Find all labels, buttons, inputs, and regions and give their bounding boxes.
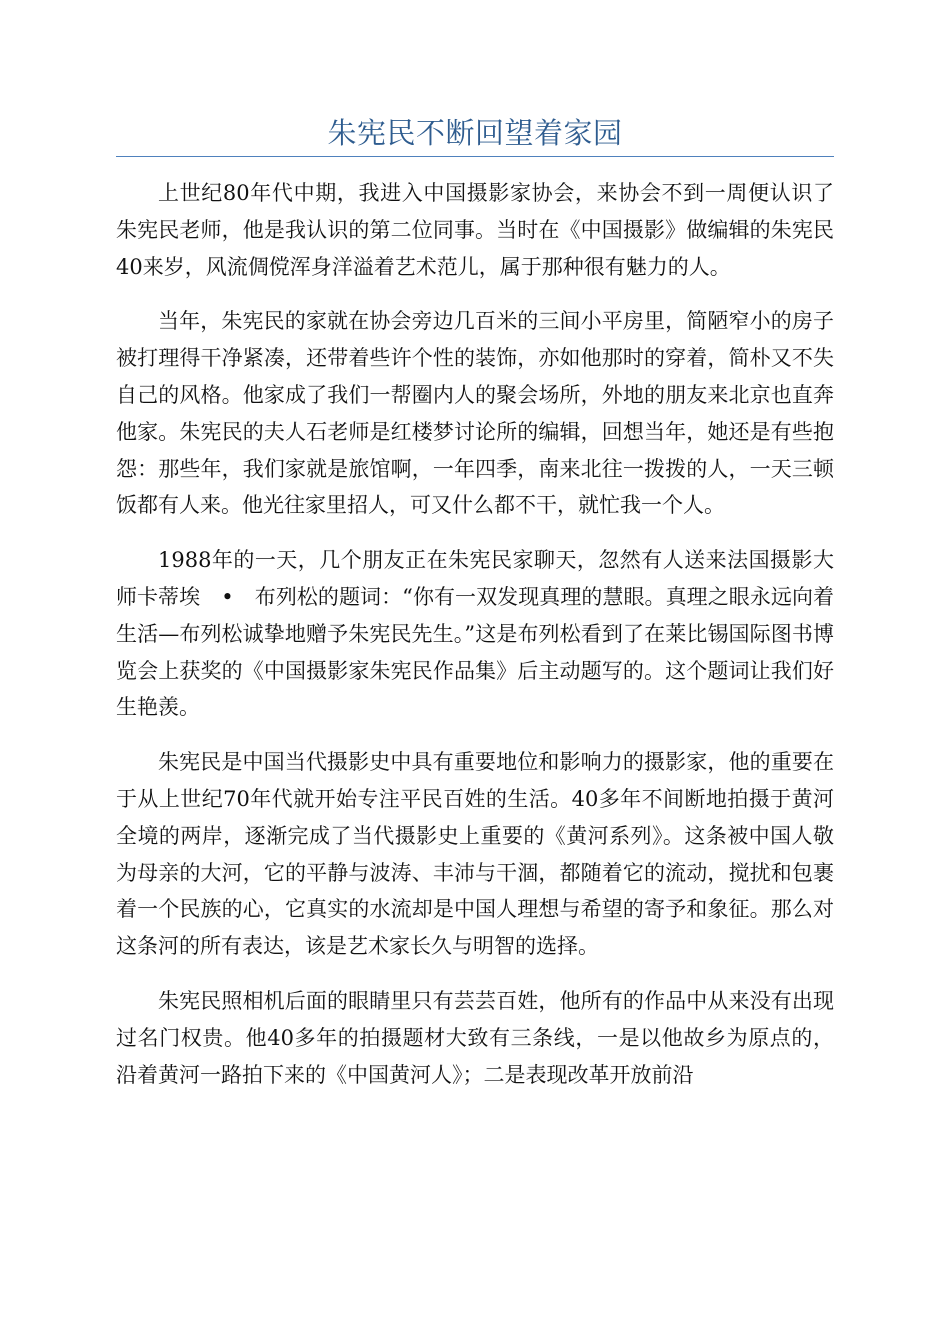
document-title: 朱宪民不断回望着家园 [327, 116, 623, 150]
paragraph: 当年，朱宪民的家就在协会旁边几百米的三间小平房里，简陋窄小的房子被打理得干净紧凑，还带着些许个性的装饰，亦如他那时的穿着，简朴又不失自己的风格。他家成了我们一帮圈内人的聚会场所，外地的朋友来北京也直奔他家。朱宪民的夫人石老师是红楼梦讨论所的编辑，回想当年，她还是有些抱怨：那些年，我们家就是旅馆啊，一年四季，南来北往一拨拨的人，一天三顿饭都有人来。他光往家里招人，可又什么都不干，就忙我一个人。 [116, 309, 834, 518]
paragraph: 朱宪民照相机后面的眼睛里只有芸芸百姓，他所有的作品中从来没有出现过名门权贵。他40多年的拍摄题材大致有三条线，一是以他故乡为原点的，沿着黄河一路拍下来的《中国黄河人》；二是表现改革开放前沿 [116, 988, 834, 1087]
title-block [116, 110, 834, 157]
paragraph: 1988年的一天，几个朋友正在朱宪民家聊天，忽然有人送来法国摄影大师卡蒂埃 • 布列松的题词：“你有一双发现真理的慧眼。真理之眼永远向着生活—布列松诚挚地赠予朱宪民先生。”这是布列松看到了在莱比锡国际图书博览会上获奖的《中国摄影家朱宪民作品集》后主动题写的。这个题词让我们好生艳羡。 [116, 548, 834, 720]
paragraph: 朱宪民是中国当代摄影史中具有重要地位和影响力的摄影家，他的重要在于从上世纪70年代就开始专注平民百姓的生活。40多年不间断地拍摄于黄河全境的两岸，逐渐完成了当代摄影史上重要的《黄河系列》。这条被中国人敬为母亲的大河，它的平静与波涛、丰沛与干涸，都随着它的流动，搅扰和包裹着一个民族的心，它真实的水流却是中国人理想与希望的寄予和象征。那么对这条河的所有表达，该是艺术家长久与明智的选择。 [116, 750, 834, 959]
paragraph: 上世纪80年代中期，我进入中国摄影家协会，来协会不到一周便认识了朱宪民老师，他是我认识的第二位同事。当时在《中国摄影》做编辑的朱宪民40来岁，风流倜傥浑身洋溢着艺术范儿，属于那种很有魅力的人。 [116, 181, 834, 279]
article-body [116, 175, 834, 1111]
